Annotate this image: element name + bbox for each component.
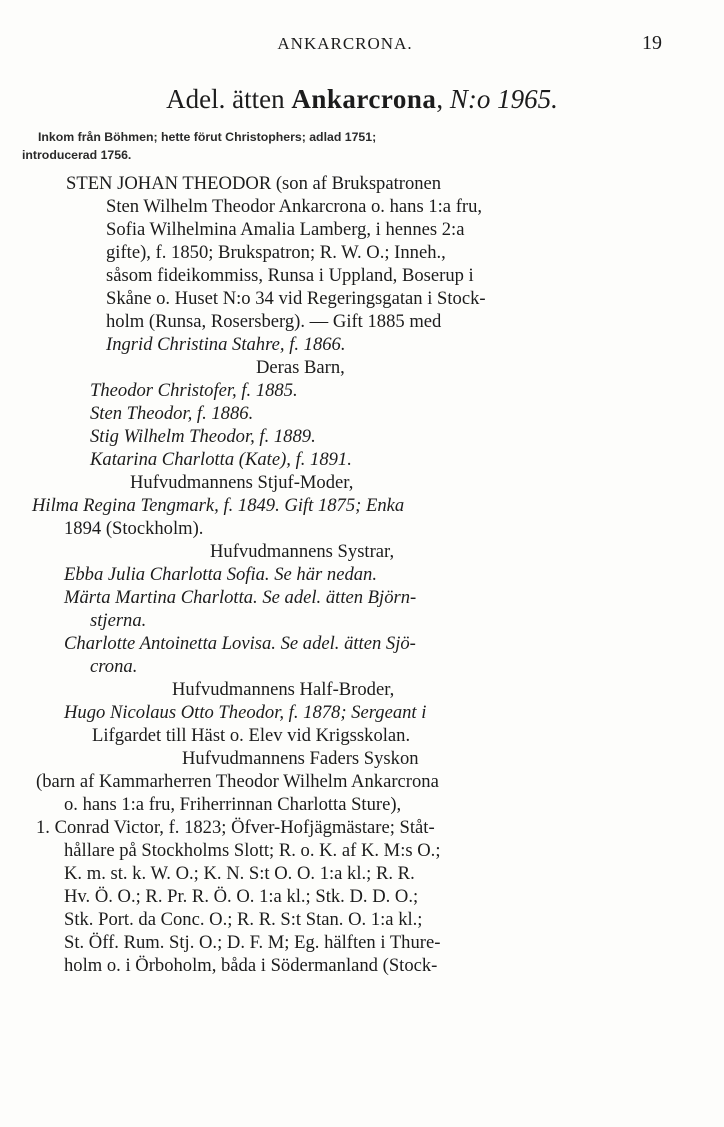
text-line: Ebba Julia Charlotta Sofia. Se här nedan.: [64, 564, 377, 585]
text-line: Skåne o. Huset N:o 34 vid Regeringsgatan i Stock-: [106, 288, 486, 309]
text-line: St. Öff. Rum. Stj. O.; D. F. M; Eg. hälften i Thure-: [64, 932, 441, 953]
child-entry: Sten Theodor, f. 1886.: [90, 403, 254, 424]
child-entry: Theodor Christofer, f. 1885.: [90, 380, 298, 401]
text-line: o. hans 1:a fru, Friherrinnan Charlotta Sture),: [64, 794, 402, 815]
running-header: [28, 32, 662, 56]
title-prefix: Adel. ätten: [166, 84, 285, 114]
text-line: såsom fideikommiss, Runsa i Uppland, Boserup i: [106, 265, 474, 286]
text-line: Märta Martina Charlotta. Se adel. ätten Björn-: [64, 587, 417, 608]
text-line: (barn af Kammarherren Theodor Wilhelm Ankarcrona: [36, 771, 439, 792]
page-number: 19: [642, 32, 662, 54]
text-line: 1894 (Stockholm).: [64, 518, 204, 539]
text-line: Sten Wilhelm Theodor Ankarcrona o. hans 1:a fru,: [106, 196, 483, 217]
origin-line-1: Inkom från Böhmen; hette förut Christophers; adlad 1751;: [38, 130, 377, 144]
family-number: N:o 1965.: [449, 84, 558, 114]
text-line: holm o. i Örboholm, båda i Södermanland (Stock-: [64, 955, 438, 976]
section-heading: Hufvudmannens Stjuf-Moder,: [130, 472, 354, 493]
text-line: Ingrid Christina Stahre, f. 1866.: [106, 334, 346, 355]
text-line: K. m. st. k. W. O.; K. N. S:t O. O. 1:a kl.; R. R.: [64, 863, 415, 884]
section-heading: Deras Barn,: [256, 357, 345, 378]
text-line: Stk. Port. da Conc. O.; R. R. S:t Stan. O. 1:a kl.;: [64, 909, 423, 930]
text-line: STEN JOHAN THEODOR (son af Brukspatronen: [66, 173, 442, 194]
text-line: hållare på Stockholms Slott; R. o. K. af K. M:s O.;: [64, 840, 441, 861]
section-heading: Hufvudmannens Half-Broder,: [172, 679, 395, 700]
origin-line-2: introducerad 1756.: [22, 148, 132, 162]
text-line: Hugo Nicolaus Otto Theodor, f. 1878; Sergeant i: [64, 702, 427, 723]
text-line: Lifgardet till Häst o. Elev vid Krigsskolan.: [92, 725, 411, 746]
text-line: Charlotte Antoinetta Lovisa. Se adel. ätten Sjö-: [64, 633, 416, 654]
section-heading: Hufvudmannens Systrar,: [210, 541, 395, 562]
text-line: Hv. Ö. O.; R. Pr. R. Ö. O. 1:a kl.; Stk. D. D. O.;: [64, 886, 419, 907]
child-entry: Stig Wilhelm Theodor, f. 1889.: [90, 426, 316, 447]
text-line: gifte), f. 1850; Brukspatron; R. W. O.; Inneh.,: [106, 242, 446, 263]
family-name: Ankarcrona: [291, 84, 437, 114]
text-line: Hilma Regina Tengmark, f. 1849. Gift 1875; Enka: [32, 495, 405, 516]
origin-note: [22, 128, 702, 164]
running-title: ANKARCRONA.: [277, 34, 413, 53]
family-title: Adel. ätten Ankarcrona, N:o 1965.: [166, 84, 558, 114]
text-line: holm (Runsa, Rosersberg). — Gift 1885 med: [106, 311, 442, 332]
text-line: 1. Conrad Victor, f. 1823; Öfver-Hofjägmästare; Ståt-: [36, 817, 435, 838]
text-line: crona.: [90, 656, 138, 677]
child-entry: Katarina Charlotta (Kate), f. 1891.: [90, 449, 352, 470]
text-line: Sofia Wilhelmina Amalia Lamberg, i hennes 2:a: [106, 219, 465, 240]
section-heading: Hufvudmannens Faders Syskon: [182, 748, 419, 769]
text-line: stjerna.: [90, 610, 147, 631]
